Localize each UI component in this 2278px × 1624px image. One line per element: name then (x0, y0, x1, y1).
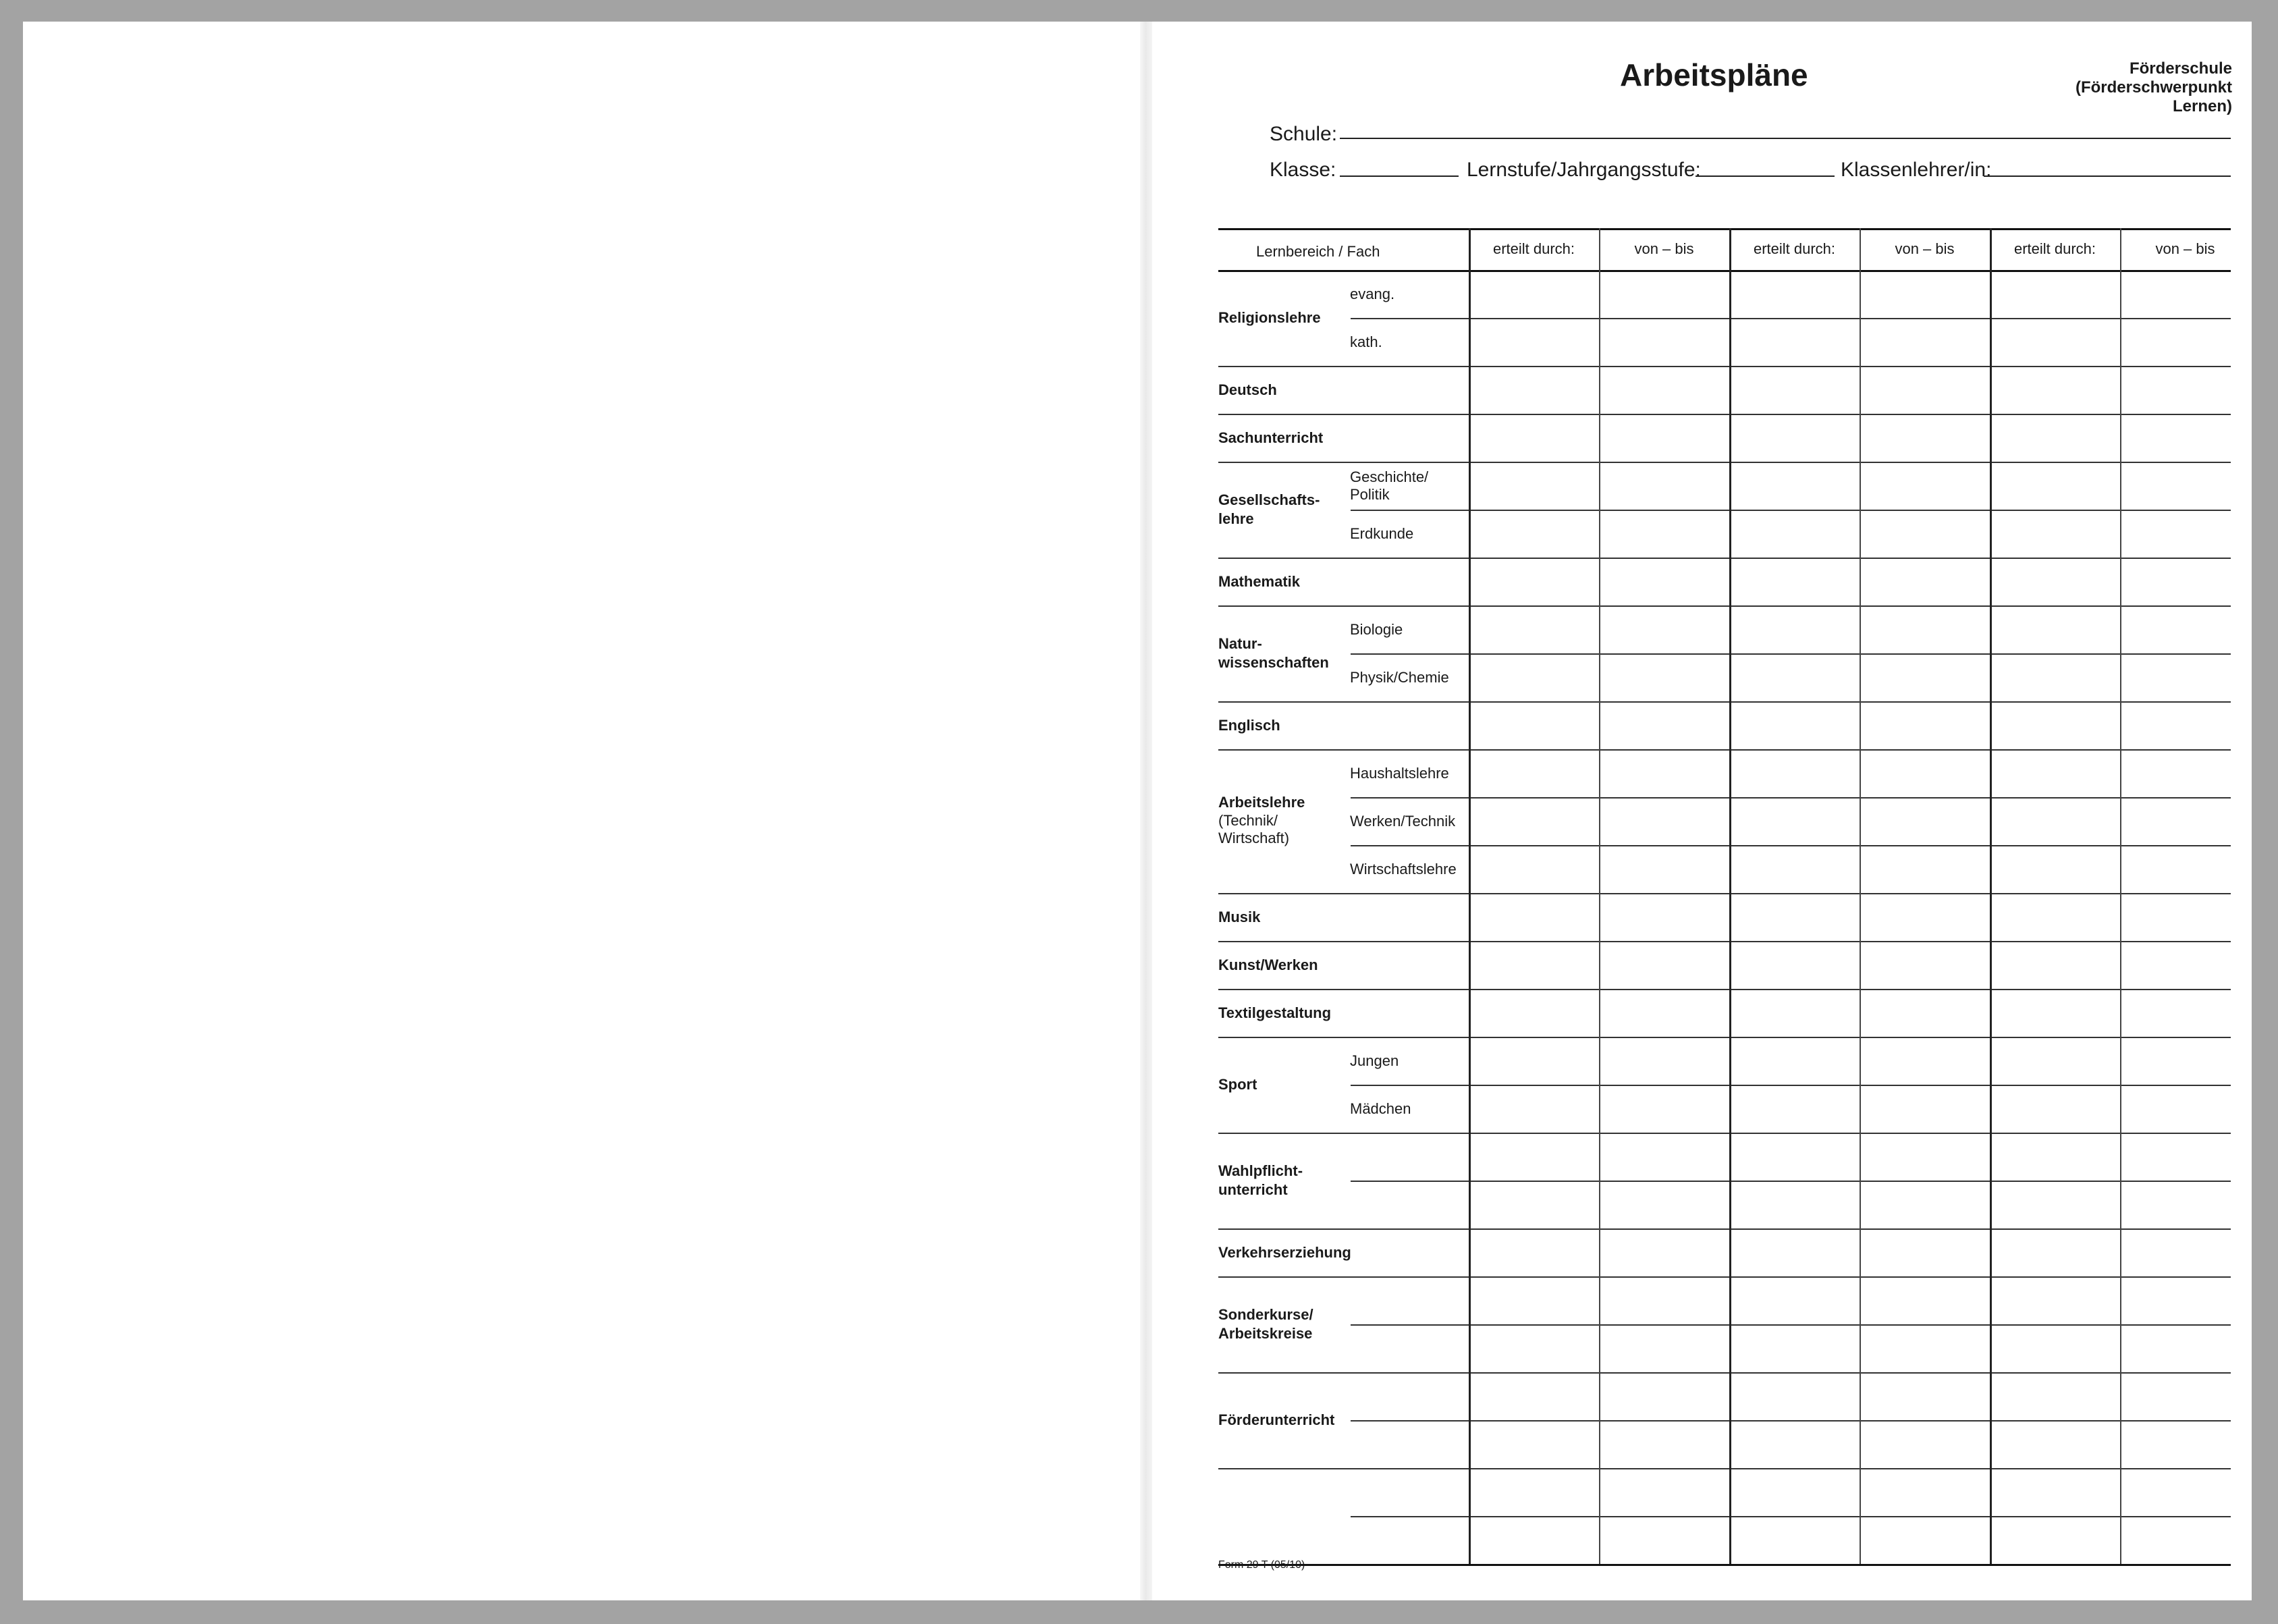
group-label-13: Verkehrserziehung (1218, 1243, 1351, 1261)
table-cell[interactable] (1731, 1326, 1857, 1370)
table-cell[interactable] (1862, 1039, 1988, 1083)
table-cell[interactable] (1862, 703, 1988, 747)
form-title: Arbeitspläne (1620, 57, 1808, 92)
table-cell[interactable] (2122, 560, 2248, 603)
table-cell[interactable] (1471, 512, 1597, 556)
group-label-12: Wahlpflicht- unterricht (1218, 1162, 1303, 1198)
table-cell[interactable] (1471, 1518, 1597, 1562)
table-cell[interactable] (1992, 799, 2118, 843)
group-label-8: Musik (1218, 908, 1261, 925)
sub-label-7-1: Werken/Technik (1350, 812, 1456, 830)
document-spread (23, 22, 2252, 1600)
table-cell[interactable] (2122, 1087, 2248, 1131)
table-cell[interactable] (1992, 991, 2118, 1035)
table-cell[interactable] (1992, 560, 2118, 603)
column-rule-5 (2120, 228, 2121, 1564)
table-cell[interactable] (1992, 1230, 2118, 1274)
table-cell[interactable] (1471, 751, 1597, 795)
form-number: Form 29 T (05/10) (1218, 1559, 1305, 1571)
group-divider (1218, 989, 2231, 990)
table-cell[interactable] (2122, 464, 2248, 508)
table-cell[interactable] (1601, 943, 1727, 987)
table-cell[interactable] (1471, 799, 1597, 843)
table-cell[interactable] (1601, 1278, 1727, 1322)
table-cell[interactable] (1862, 1087, 1988, 1131)
table-cell[interactable] (2122, 1422, 2248, 1466)
table-cell[interactable] (1992, 1374, 2118, 1418)
table-cell[interactable] (1731, 1278, 1857, 1322)
table-cell[interactable] (2122, 751, 2248, 795)
table-cell[interactable] (1471, 847, 1597, 891)
table-cell[interactable] (2122, 368, 2248, 412)
table-cell[interactable] (1992, 1518, 2118, 1562)
table-cell[interactable] (1862, 1135, 1988, 1179)
group-divider (1218, 558, 2231, 559)
table-cell[interactable] (1601, 1183, 1727, 1226)
table-cell[interactable] (1862, 655, 1988, 699)
group-label-6: Englisch (1218, 716, 1280, 734)
header-column-2: erteilt durch: (1753, 240, 1836, 257)
sub-divider (1351, 845, 2231, 846)
table-cell[interactable] (2122, 895, 2248, 939)
table-cell[interactable] (2122, 320, 2248, 364)
group-label-4: Mathematik (1218, 572, 1301, 590)
schule-label: Schule: (1270, 123, 1338, 145)
table-cell[interactable] (1731, 991, 1857, 1035)
table-cell[interactable] (1601, 991, 1727, 1035)
table-cell[interactable] (1731, 512, 1857, 556)
table-cell[interactable] (1471, 1326, 1597, 1370)
table-cell[interactable] (1992, 943, 2118, 987)
table-cell[interactable] (1731, 1422, 1857, 1466)
sub-label-3-1: Erdkunde (1350, 524, 1414, 542)
group-divider (1218, 414, 2231, 415)
table-cell[interactable] (1601, 320, 1727, 364)
table-cell[interactable] (1862, 895, 1988, 939)
sub-divider (1351, 797, 2231, 799)
group-label-1: Deutsch (1218, 381, 1277, 398)
sub-label-3-0: Geschichte/ Politik (1350, 468, 1429, 503)
table-cell[interactable] (1601, 895, 1727, 939)
table-cell[interactable] (1471, 1374, 1597, 1418)
table-cell[interactable] (1731, 751, 1857, 795)
table-cell[interactable] (1471, 1087, 1597, 1131)
header-column-3: von – bis (1895, 240, 1955, 257)
table-cell[interactable] (1862, 368, 1988, 412)
table-cell[interactable] (1471, 895, 1597, 939)
table-cell[interactable] (1992, 1087, 2118, 1131)
column-rule-2 (1729, 228, 1731, 1564)
sub-divider (1351, 318, 2231, 319)
table-cell[interactable] (1731, 1087, 1857, 1131)
table-cell[interactable] (1471, 464, 1597, 508)
table-cell[interactable] (1992, 751, 2118, 795)
table-cell[interactable] (1992, 847, 2118, 891)
table-cell[interactable] (1731, 607, 1857, 651)
column-rule-1 (1599, 228, 1600, 1564)
table-cell[interactable] (1471, 991, 1597, 1035)
table-cell[interactable] (1862, 751, 1988, 795)
table-cell[interactable] (1601, 655, 1727, 699)
table-cell[interactable] (1601, 512, 1727, 556)
group-label-0: Religionslehre (1218, 309, 1321, 326)
table-cell[interactable] (1471, 368, 1597, 412)
table-cell[interactable] (1601, 1326, 1727, 1370)
klasse-label: Klasse: (1270, 159, 1336, 181)
group-divider (1218, 1564, 2231, 1566)
group-divider (1218, 605, 2231, 607)
table-cell[interactable] (1731, 1518, 1857, 1562)
table-cell[interactable] (1471, 560, 1597, 603)
table-cell[interactable] (2122, 799, 2248, 843)
klassenlehrer-field[interactable] (1984, 175, 2231, 177)
table-cell[interactable] (1601, 464, 1727, 508)
page-gutter (1140, 22, 1152, 1600)
table-cell[interactable] (1471, 1230, 1597, 1274)
table-cell[interactable] (2122, 1230, 2248, 1274)
table-cell[interactable] (1731, 272, 1857, 316)
table-cell[interactable] (1992, 1278, 2118, 1322)
header-subject: Lernbereich / Fach (1256, 243, 1380, 260)
table-cell[interactable] (1731, 464, 1857, 508)
table-cell[interactable] (1992, 895, 2118, 939)
table-cell[interactable] (1992, 1039, 2118, 1083)
table-cell[interactable] (1992, 1470, 2118, 1514)
table-cell[interactable] (1471, 1135, 1597, 1179)
sub-label-5-0: Biologie (1350, 620, 1403, 638)
group-divider (1218, 462, 2231, 463)
table-cell[interactable] (1731, 560, 1857, 603)
table-cell[interactable] (2122, 1470, 2248, 1514)
table-cell[interactable] (2122, 703, 2248, 747)
table-cell[interactable] (1471, 1183, 1597, 1226)
table-cell[interactable] (1731, 368, 1857, 412)
sub-divider (1351, 1420, 2231, 1422)
table-cell[interactable] (1601, 607, 1727, 651)
sub-divider (1351, 1324, 2231, 1326)
school-type (2030, 59, 2232, 116)
column-rule-3 (1860, 228, 1861, 1564)
header-column-4: erteilt durch: (2013, 240, 2096, 257)
group-divider (1218, 893, 2231, 894)
table-cell[interactable] (1862, 607, 1988, 651)
table-cell[interactable] (2122, 512, 2248, 556)
table-cell[interactable] (1862, 1374, 1988, 1418)
group-divider (1218, 1228, 2231, 1230)
table-cell[interactable] (1992, 368, 2118, 412)
table-cell[interactable] (2122, 1374, 2248, 1418)
table-top-rule (1218, 228, 2231, 230)
table-cell[interactable] (1862, 799, 1988, 843)
table-cell[interactable] (2122, 655, 2248, 699)
table-cell[interactable] (1862, 320, 1988, 364)
group-label-14: Sonderkurse/ Arbeitskreise (1218, 1306, 1313, 1342)
sub-label-7-2: Wirtschaftslehre (1350, 860, 1457, 877)
sub-label-11-1: Mädchen (1350, 1100, 1411, 1117)
table-cell[interactable] (1992, 1326, 2118, 1370)
table-cell[interactable] (1992, 655, 2118, 699)
table-cell[interactable] (1992, 512, 2118, 556)
table-cell[interactable] (2122, 272, 2248, 316)
table-cell[interactable] (1471, 1422, 1597, 1466)
table-cell[interactable] (1731, 320, 1857, 364)
table-cell[interactable] (1992, 607, 2118, 651)
table-cell[interactable] (1601, 368, 1727, 412)
group-label-7: Arbeitslehre (1218, 793, 1305, 811)
table-cell[interactable] (2122, 416, 2248, 460)
table-cell[interactable] (1731, 895, 1857, 939)
group-label-11: Sport (1218, 1076, 1257, 1093)
table-cell[interactable] (1601, 1422, 1727, 1466)
table-cell[interactable] (1992, 416, 2118, 460)
sub-divider (1351, 510, 2231, 511)
table-cell[interactable] (1862, 991, 1988, 1035)
klasse-field[interactable] (1340, 175, 1459, 177)
table-cell[interactable] (2122, 1183, 2248, 1226)
table-cell[interactable] (1601, 703, 1727, 747)
table-cell[interactable] (1862, 1470, 1988, 1514)
sub-divider (1351, 1085, 2231, 1086)
table-cell[interactable] (1731, 1183, 1857, 1226)
table-cell[interactable] (1731, 1374, 1857, 1418)
column-rule-0 (1469, 228, 1471, 1564)
sub-divider (1351, 653, 2231, 655)
table-cell[interactable] (1601, 1230, 1727, 1274)
lernstufe-label: Lernstufe/Jahrgangsstufe: (1467, 159, 1701, 181)
table-cell[interactable] (1862, 943, 1988, 987)
table-cell[interactable] (1992, 272, 2118, 316)
table-cell[interactable] (1862, 416, 1988, 460)
group-divider (1218, 1037, 2231, 1038)
table-cell[interactable] (2122, 1278, 2248, 1322)
table-cell[interactable] (1992, 1183, 2118, 1226)
table-cell[interactable] (1862, 512, 1988, 556)
table-cell[interactable] (1731, 1135, 1857, 1179)
group-divider (1218, 701, 2231, 703)
table-cell[interactable] (1862, 1422, 1988, 1466)
table-cell[interactable] (1601, 560, 1727, 603)
table-cell[interactable] (1471, 943, 1597, 987)
table-cell[interactable] (1601, 1087, 1727, 1131)
table-cell[interactable] (1471, 272, 1597, 316)
group-label-9: Kunst/Werken (1218, 956, 1318, 973)
header-column-0: erteilt durch: (1492, 240, 1575, 257)
group-label-3: Gesellschafts- lehre (1218, 491, 1320, 527)
table-cell[interactable] (1862, 560, 1988, 603)
lernstufe-field[interactable] (1696, 175, 1835, 177)
table-cell[interactable] (1731, 655, 1857, 699)
school-type-line1: Förderschule (2129, 59, 2232, 78)
table-cell[interactable] (1601, 1135, 1727, 1179)
table-cell[interactable] (1862, 1230, 1988, 1274)
table-cell[interactable] (2122, 607, 2248, 651)
table-cell[interactable] (2122, 1518, 2248, 1562)
table-cell[interactable] (2122, 1326, 2248, 1370)
blank-left-page (23, 22, 1143, 1600)
table-cell[interactable] (1601, 416, 1727, 460)
table-cell[interactable] (2122, 1135, 2248, 1179)
table-cell[interactable] (1862, 1278, 1988, 1322)
table-cell[interactable] (1992, 1135, 2118, 1179)
sub-label-7-0: Haushaltslehre (1350, 764, 1449, 782)
header-column-1: von – bis (1634, 240, 1694, 257)
group-label-5: Natur- wissenschaften (1218, 635, 1329, 671)
table-cell[interactable] (2122, 991, 2248, 1035)
table-cell[interactable] (1601, 751, 1727, 795)
group-label-2: Sachunterricht (1218, 429, 1324, 446)
schule-field[interactable] (1340, 138, 2231, 139)
table-cell[interactable] (1731, 847, 1857, 891)
group-label-10: Textilgestaltung (1218, 1004, 1332, 1021)
table-cell[interactable] (1731, 703, 1857, 747)
sub-label-0-1: kath. (1350, 333, 1382, 350)
table-cell[interactable] (1731, 943, 1857, 987)
table-cell[interactable] (1731, 1230, 1857, 1274)
column-rule-4 (1990, 228, 1992, 1564)
table-cell[interactable] (1992, 1422, 2118, 1466)
table-cell[interactable] (2122, 943, 2248, 987)
table-cell[interactable] (1471, 1039, 1597, 1083)
table-cell[interactable] (1862, 272, 1988, 316)
table-cell[interactable] (1862, 1326, 1988, 1370)
table-cell[interactable] (1862, 1518, 1988, 1562)
group-divider (1218, 1468, 2231, 1469)
group-divider (1218, 1372, 2231, 1374)
table-cell[interactable] (1601, 799, 1727, 843)
sub-divider (1351, 1181, 2231, 1182)
table-cell[interactable] (1601, 847, 1727, 891)
group-divider (1218, 1276, 2231, 1278)
table-cell[interactable] (1992, 320, 2118, 364)
table-cell[interactable] (1601, 272, 1727, 316)
sub-label-11-0: Jungen (1350, 1052, 1399, 1069)
table-cell[interactable] (1992, 464, 2118, 508)
sub-label-5-1: Physik/Chemie (1350, 668, 1449, 686)
form-page (1152, 22, 2252, 1600)
group-divider (1218, 749, 2231, 751)
table-cell[interactable] (1471, 607, 1597, 651)
table-cell[interactable] (1471, 655, 1597, 699)
group-extra-7: (Technik/ Wirtschaft) (1218, 811, 1290, 846)
sub-label-0-0: evang. (1350, 285, 1395, 302)
table-cell[interactable] (1731, 1039, 1857, 1083)
table-cell[interactable] (1471, 1278, 1597, 1322)
table-cell[interactable] (1601, 1039, 1727, 1083)
table-cell[interactable] (1601, 1374, 1727, 1418)
table-cell[interactable] (2122, 1039, 2248, 1083)
table-cell[interactable] (1471, 1470, 1597, 1514)
school-type-line2: (Förderschwerpunkt Lernen) (2075, 78, 2232, 115)
group-divider (1218, 366, 2231, 367)
group-divider (1218, 941, 2231, 942)
group-divider (1218, 1133, 2231, 1134)
table-cell[interactable] (1862, 464, 1988, 508)
header-column-5: von – bis (2155, 240, 2215, 257)
klassenlehrer-label: Klassenlehrer/in: (1841, 159, 1992, 181)
table-cell[interactable] (2122, 847, 2248, 891)
subject-table (1218, 204, 2251, 1588)
table-cell[interactable] (1731, 1470, 1857, 1514)
table-cell[interactable] (1731, 416, 1857, 460)
table-cell[interactable] (1471, 320, 1597, 364)
sub-divider (1351, 1516, 2231, 1517)
table-cell[interactable] (1471, 703, 1597, 747)
table-cell[interactable] (1601, 1470, 1727, 1514)
table-cell[interactable] (1731, 799, 1857, 843)
table-cell[interactable] (1862, 1183, 1988, 1226)
group-label-15: Förderunterricht (1218, 1411, 1335, 1428)
table-cell[interactable] (1601, 1518, 1727, 1562)
table-cell[interactable] (1471, 416, 1597, 460)
table-cell[interactable] (1992, 703, 2118, 747)
table-cell[interactable] (1862, 847, 1988, 891)
